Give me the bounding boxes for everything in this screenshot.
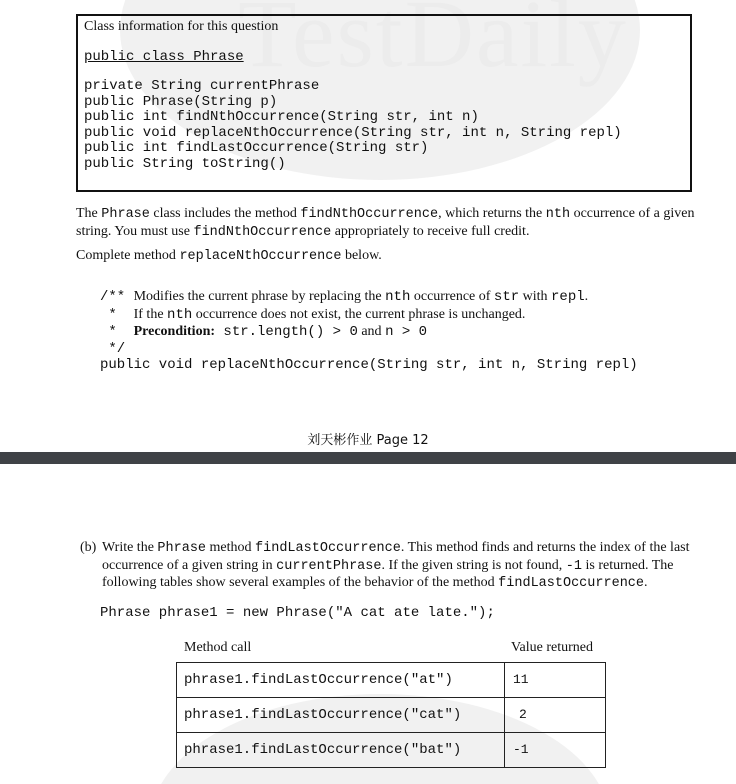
- class-member: private String currentPhrase: [84, 78, 320, 94]
- text-run: and: [357, 324, 386, 339]
- text-run: Write the: [102, 540, 158, 555]
- text-run: Complete method: [76, 248, 180, 263]
- page-separator: [0, 452, 736, 464]
- class-member: public int findNthOccurrence(String str, int n): [84, 109, 479, 125]
- method-call-cell: phrase1.findLastOccurrence("at"): [184, 672, 453, 688]
- code-run: Phrase: [101, 207, 150, 222]
- doc-comment-line: */: [100, 340, 126, 357]
- code-run: currentPhrase: [276, 558, 382, 574]
- text-run: class includes the method: [149, 206, 301, 221]
- text-run: If the: [133, 306, 168, 322]
- code-run: Phrase: [157, 541, 207, 556]
- class-member: public void replaceNthOccurrence(String str, int n, String repl): [84, 124, 622, 141]
- doc-comment: [100, 288, 588, 358]
- page-footer: 刘天彬作业 Page 12: [307, 433, 429, 448]
- table-row: [176, 662, 606, 698]
- doc-comment-line: [100, 323, 588, 341]
- method-call-cell: phrase1.findLastOccurrence("bat"): [184, 742, 462, 758]
- value-cell: -1: [513, 742, 529, 757]
- class-info-caption: Class information for this question: [84, 19, 279, 34]
- text-run: . If the given string is not found,: [381, 557, 566, 573]
- column-header-method-call: Method call: [184, 640, 252, 655]
- document-page-bottom: [0, 464, 736, 784]
- text-run: method: [206, 540, 256, 555]
- code-run: findNthOccurrence: [300, 207, 439, 222]
- text-run: occurrence does not exist, the current phrase is unchanged.: [192, 306, 526, 322]
- method-call-cell: phrase1.findLastOccurrence("cat"): [184, 707, 462, 723]
- text-run: appropriately to receive full credit.: [331, 224, 530, 239]
- part-label: (b): [80, 540, 97, 555]
- text-run: with: [519, 289, 552, 304]
- instruction-paragraph: [76, 247, 702, 265]
- class-member: public Phrase(String p): [84, 93, 278, 110]
- code-run: *: [100, 324, 134, 340]
- code-run: str: [493, 289, 520, 305]
- text-run: Modifies the current phrase by replacing the: [133, 289, 386, 304]
- code-run: /**: [100, 289, 134, 305]
- precondition-label: Precondition:: [133, 324, 216, 339]
- class-members: [84, 79, 622, 172]
- code-run: nth: [167, 306, 193, 323]
- code-run: findLastOccurrence: [498, 576, 644, 591]
- code-run: nth: [545, 207, 571, 222]
- cell-divider: [504, 698, 505, 732]
- method-signature: public void replaceNthOccurrence(String str, int n, String repl): [100, 357, 638, 373]
- class-info-box: [76, 14, 692, 192]
- part-b-paragraph: [80, 540, 712, 593]
- watermark-text: TestDaily: [238, 0, 628, 87]
- part-b-text: [102, 540, 712, 593]
- text-run: .: [644, 575, 648, 590]
- example-declaration: Phrase phrase1 = new Phrase("A cat ate late.");: [100, 605, 495, 621]
- code-run: *: [100, 306, 134, 323]
- code-run: -1: [565, 558, 582, 574]
- class-header: public class Phrase: [84, 49, 244, 65]
- text-run: is returned. The following tables show several examples of the behavior of the method: [102, 557, 674, 590]
- code-run: repl: [551, 289, 585, 305]
- code-run: str.length() > 0: [215, 324, 358, 340]
- table-row: [176, 697, 606, 733]
- text-run: The: [76, 206, 102, 221]
- code-run: findNthOccurrence: [193, 225, 332, 240]
- text-run: occurrence of: [410, 289, 494, 304]
- doc-comment-line: [100, 306, 588, 324]
- table-row: [176, 732, 606, 768]
- class-member: public String toString(): [84, 155, 286, 172]
- text-run: . This method finds and returns the index of the last occurrence of a given string in: [102, 540, 690, 573]
- text-run: occurrence of a given string. You must use: [76, 206, 695, 239]
- text-run: , which returns the: [438, 206, 546, 221]
- code-run: nth: [385, 289, 411, 305]
- value-cell: 2: [519, 707, 527, 722]
- text-run: below.: [341, 248, 382, 263]
- column-header-value-returned: Value returned: [511, 640, 594, 655]
- class-member: public int findLastOccurrence(String str): [84, 140, 429, 156]
- code-run: n > 0: [385, 324, 428, 340]
- doc-comment-line: [100, 288, 588, 306]
- cell-divider: [504, 733, 505, 767]
- value-cell: 11: [513, 672, 529, 687]
- text-run: .: [584, 289, 589, 304]
- code-run: replaceNthOccurrence: [179, 249, 342, 264]
- cell-divider: [504, 663, 505, 697]
- intro-paragraph: [76, 205, 702, 241]
- code-run: findLastOccurrence: [255, 541, 401, 556]
